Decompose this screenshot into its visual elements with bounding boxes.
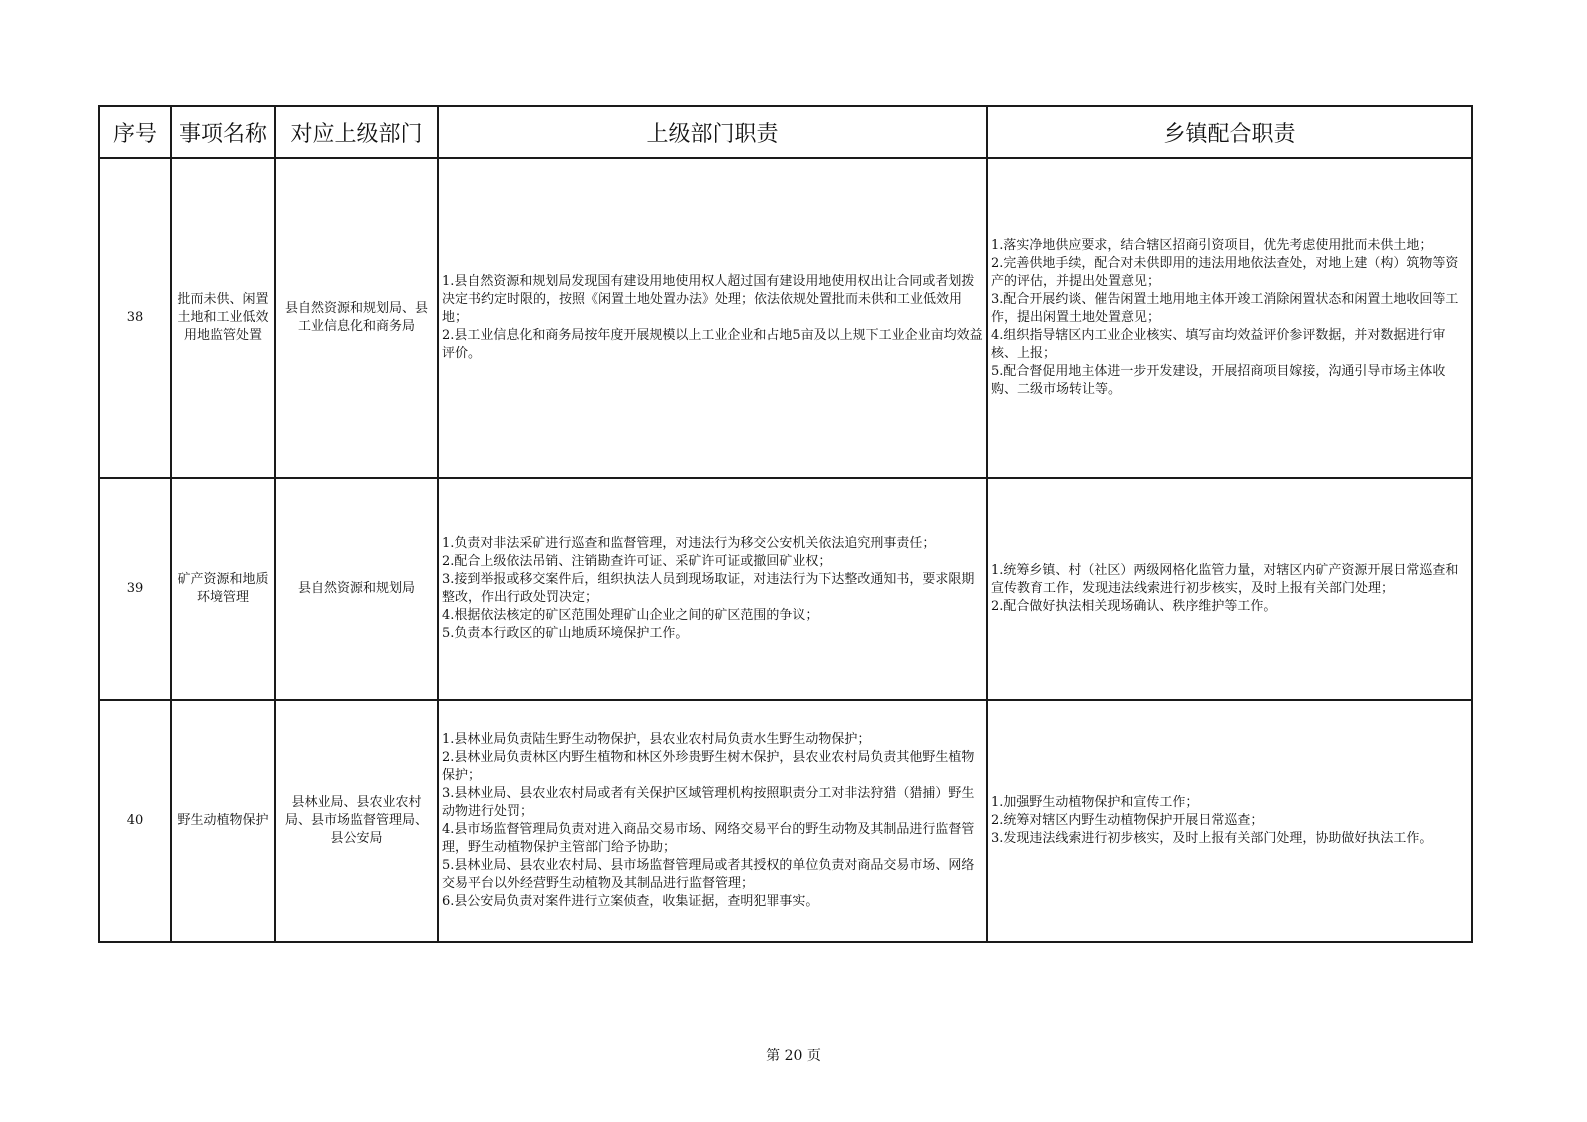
table-row <box>99 700 1472 942</box>
duty-line: 4.根据依法核定的矿区范围处理矿山企业之间的矿区范围的争议； <box>442 608 819 623</box>
duty-line: 5.县林业局、县农业农村局、县市场监督管理局或者其授权的单位负责对商品交易市场、网络交易平台以外经营野生动植物及其制品进行监督管理； <box>442 858 975 891</box>
town-duty-line: 4.组织指导辖区内工业企业核实、填写亩均效益评价参评数据，并对数据进行审核、上报； <box>991 328 1446 361</box>
duty-line: 6.县公安局负责对案件进行立案侦查，收集证据，查明犯罪事实。 <box>442 894 819 909</box>
department: 县自然资源和规划局、县工业信息化和商务局 <box>275 158 438 478</box>
table-row <box>99 478 1472 700</box>
duty-line: 1.县林业局负责陆生野生动物保护，县农业农村局负责水生野生动物保护； <box>442 732 871 747</box>
duty-line: 4.县市场监督管理局负责对进入商品交易市场、网络交易平台的野生动物及其制品进行监督管理，野生动植物保护主管部门给予协助； <box>442 822 975 855</box>
duty-line: 2.县工业信息化和商务局按年度开展规模以上工业企业和占地5亩及以上规下工业企业亩均效益评价。 <box>442 328 983 361</box>
header-dept-duty: 上级部门职责 <box>438 106 987 158</box>
header-item-name: 事项名称 <box>171 106 275 158</box>
item-name: 野生动植物保护 <box>171 700 275 942</box>
town-duty-line: 1.落实净地供应要求，结合辖区招商引资项目，优先考虑使用批而未供土地； <box>991 238 1433 253</box>
row-number: 40 <box>99 700 171 942</box>
duty-line: 5.负责本行政区的矿山地质环境保护工作。 <box>442 626 689 641</box>
town-duty-line: 2.配合做好执法相关现场确认、秩序维护等工作。 <box>991 599 1277 614</box>
town-duties <box>987 158 1472 478</box>
town-duties <box>987 700 1472 942</box>
duty-line: 1.县自然资源和规划局发现国有建设用地使用权人超过国有建设用地使用权出让合同或者划拨决定书约定时限的，按照《闲置土地处置办法》处理；依法依规处置批而未供和工业低效用地； <box>442 274 975 325</box>
row-number: 39 <box>99 478 171 700</box>
header-town-duty: 乡镇配合职责 <box>987 106 1472 158</box>
town-duty-line: 1.统筹乡镇、村（社区）两级网格化监管力量，对辖区内矿产资源开展日常巡查和宣传教育工作，发现违法线索进行初步核实，及时上报有关部门处理； <box>991 563 1459 596</box>
department: 县自然资源和规划局 <box>275 478 438 700</box>
page-number: 第 20 页 <box>766 1048 821 1064</box>
town-duty-line: 2.统筹对辖区内野生动植物保护开展日常巡查； <box>991 813 1264 828</box>
item-name: 批而未供、闲置土地和工业低效用地监管处置 <box>171 158 275 478</box>
town-duty-line: 1.加强野生动植物保护和宣传工作； <box>991 795 1199 810</box>
table-row <box>99 158 1472 478</box>
duty-line: 1.负责对非法采矿进行巡查和监督管理，对违法行为移交公安机关依法追究刑事责任； <box>442 536 936 551</box>
table-header-row <box>99 106 1472 158</box>
dept-duties <box>438 478 987 700</box>
header-dept: 对应上级部门 <box>275 106 438 158</box>
dept-duties <box>438 700 987 942</box>
town-duty-line: 2.完善供地手续，配合对未供即用的违法用地依法查处，对地上建（构）筑物等资产的评估，并提出处置意见； <box>991 256 1459 289</box>
dept-duties <box>438 158 987 478</box>
duty-line: 3.接到举报或移交案件后，组织执法人员到现场取证，对违法行为下达整改通知书，要求限期整改，作出行政处罚决定； <box>442 572 975 605</box>
department: 县林业局、县农业农村局、县市场监督管理局、县公安局 <box>275 700 438 942</box>
duty-table <box>98 105 1473 943</box>
duty-line: 3.县林业局、县农业农村局或者有关保护区域管理机构按照职责分工对非法狩猎（猎捕）野生动物进行处罚； <box>442 786 975 819</box>
duty-line: 2.县林业局负责林区内野生植物和林区外珍贵野生树木保护，县农业农村局负责其他野生植物保护； <box>442 750 975 783</box>
town-duty-line: 5.配合督促用地主体进一步开发建设，开展招商项目嫁接，沟通引导市场主体收购、二级市场转让等。 <box>991 364 1446 397</box>
town-duty-line: 3.配合开展约谈、催告闲置土地用地主体开竣工消除闲置状态和闲置土地收回等工作，提出闲置土地处置意见； <box>991 292 1459 325</box>
item-name: 矿产资源和地质环境管理 <box>171 478 275 700</box>
row-number: 38 <box>99 158 171 478</box>
header-num: 序号 <box>99 106 171 158</box>
town-duty-line: 3.发现违法线索进行初步核实，及时上报有关部门处理，协助做好执法工作。 <box>991 831 1433 846</box>
duty-line: 2.配合上级依法吊销、注销勘查许可证、采矿许可证或撤回矿业权； <box>442 554 832 569</box>
town-duties <box>987 478 1472 700</box>
